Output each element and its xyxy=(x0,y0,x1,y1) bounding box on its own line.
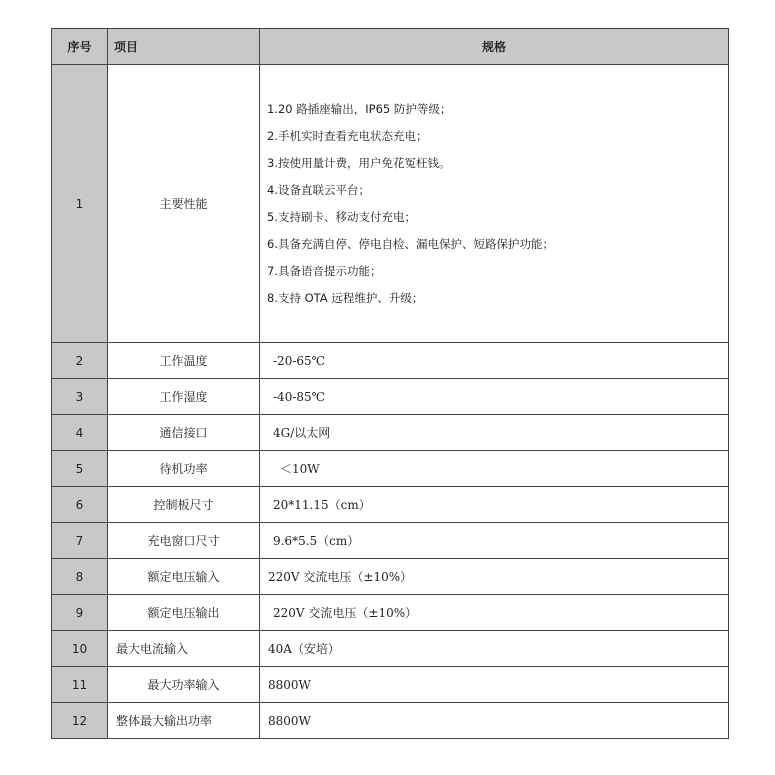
row-item: 额定电压输入 xyxy=(108,559,260,595)
table-row xyxy=(52,343,729,379)
row-number: 11 xyxy=(52,667,108,703)
spec-line: 4.设备直联云平台； xyxy=(267,182,370,197)
row-number: 3 xyxy=(52,379,108,415)
row-item: 工作温度 xyxy=(108,343,260,379)
header-spec: 规格 xyxy=(260,29,729,65)
row-spec: 9.6*5.5（cm） xyxy=(260,523,729,559)
spec-line: 2.手机实时查看充电状态充电； xyxy=(267,128,428,143)
table-row xyxy=(52,451,729,487)
row-item: 整体最大输出功率 xyxy=(108,703,260,739)
row-spec: 20*11.15（cm） xyxy=(260,487,729,523)
table-row xyxy=(52,595,729,631)
row-spec: 4G/以太网 xyxy=(260,415,729,451)
spec-line: 3.按使用量计费，用户免花冤枉钱。 xyxy=(267,155,451,170)
table-row xyxy=(52,667,729,703)
table-row xyxy=(52,487,729,523)
row-number: 10 xyxy=(52,631,108,667)
spec-line: 7.具备语音提示功能； xyxy=(267,263,382,278)
spec-line: 6.具备充满自停、停电自检、漏电保护、短路保护功能； xyxy=(267,236,554,251)
row-number: 9 xyxy=(52,595,108,631)
spec-line: 1.20 路插座输出，IP65 防护等级； xyxy=(267,101,452,116)
row-item: 最大电流输入 xyxy=(108,631,260,667)
table-row xyxy=(52,415,729,451)
row-item: 主要性能 xyxy=(108,65,260,343)
table-row xyxy=(52,523,729,559)
row-number: 5 xyxy=(52,451,108,487)
performance-list xyxy=(267,96,728,312)
table-row xyxy=(52,631,729,667)
spec-table xyxy=(51,28,729,739)
row-number: 6 xyxy=(52,487,108,523)
header-item: 项目 xyxy=(108,29,260,65)
row-item: 工作湿度 xyxy=(108,379,260,415)
table-row xyxy=(52,65,729,343)
row-spec: 220V 交流电压（±10%） xyxy=(260,559,729,595)
row-number: 2 xyxy=(52,343,108,379)
row-spec: ＜10W xyxy=(260,451,729,487)
row-spec: 8800W xyxy=(260,703,729,739)
table-row xyxy=(52,559,729,595)
table-row xyxy=(52,379,729,415)
row-number: 8 xyxy=(52,559,108,595)
row-number: 7 xyxy=(52,523,108,559)
table-row xyxy=(52,703,729,739)
row-item: 充电窗口尺寸 xyxy=(108,523,260,559)
row-item: 控制板尺寸 xyxy=(108,487,260,523)
header-row xyxy=(52,29,729,65)
row-number: 12 xyxy=(52,703,108,739)
row-number: 4 xyxy=(52,415,108,451)
row-item: 最大功率输入 xyxy=(108,667,260,703)
row-item: 通信接口 xyxy=(108,415,260,451)
row-spec: -20-65℃ xyxy=(260,343,729,379)
row-item: 额定电压输出 xyxy=(108,595,260,631)
header-no: 序号 xyxy=(52,29,108,65)
row-number: 1 xyxy=(52,65,108,343)
spec-line: 5.支持刷卡、移动支付充电； xyxy=(267,209,416,224)
row-spec: 220V 交流电压（±10%） xyxy=(260,595,729,631)
row-item: 待机功率 xyxy=(108,451,260,487)
row-spec xyxy=(260,65,729,343)
spec-line: 8.支持 OTA 远程维护、升级； xyxy=(267,290,424,305)
row-spec: 40A（安培） xyxy=(260,631,729,667)
row-spec: 8800W xyxy=(260,667,729,703)
row-spec: -40-85℃ xyxy=(260,379,729,415)
